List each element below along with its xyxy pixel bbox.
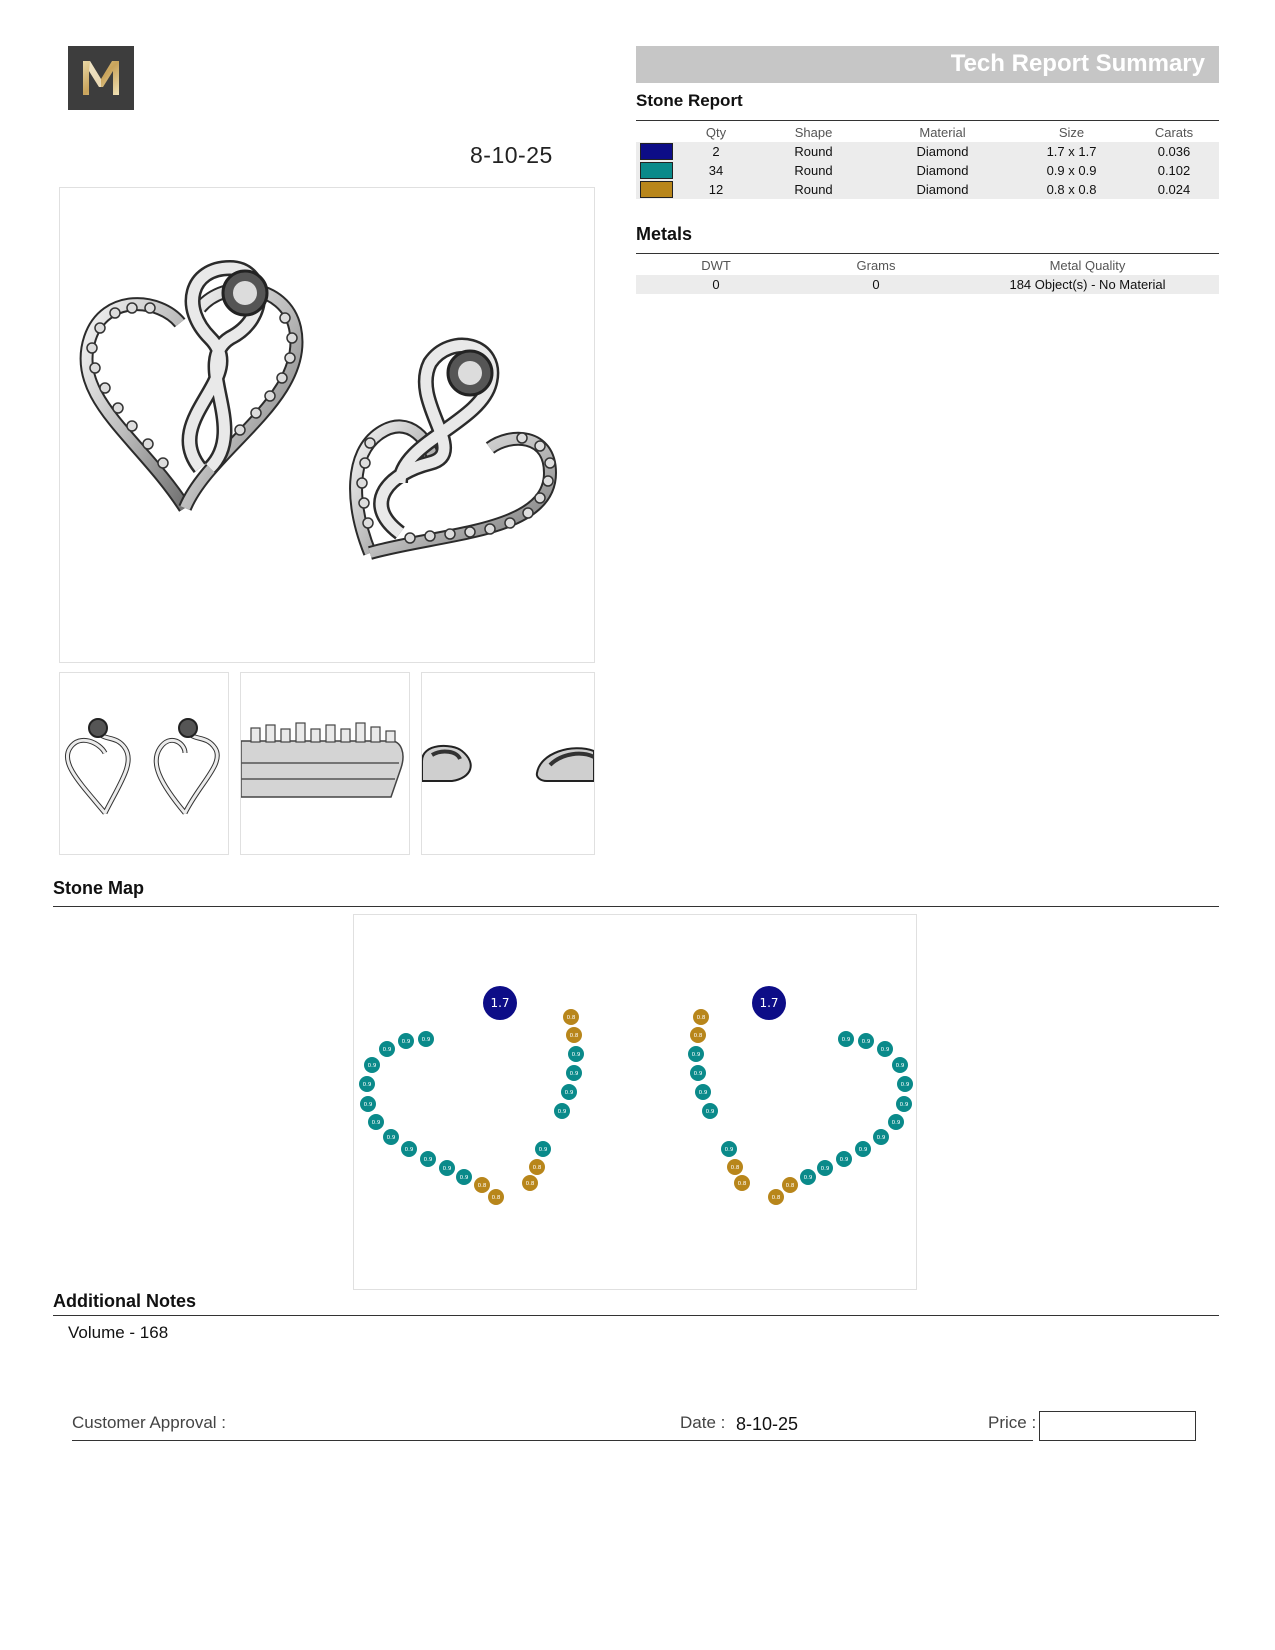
side-stone-label: 0.9 xyxy=(538,1147,548,1153)
side-stone xyxy=(695,1084,711,1100)
side-stone xyxy=(418,1031,434,1047)
stone-report-heading: Stone Report xyxy=(636,91,743,110)
thumbnail-front-view xyxy=(59,672,229,855)
stone-map-heading: Stone Map xyxy=(53,878,145,898)
qty-cell: 34 xyxy=(676,161,756,180)
side-stone-label: 0.9 xyxy=(421,1037,431,1043)
side-stone xyxy=(364,1057,380,1073)
side-stone xyxy=(401,1141,417,1157)
qty-cell: 2 xyxy=(676,142,756,161)
side-stone xyxy=(858,1033,874,1049)
accent-stone xyxy=(566,1027,582,1043)
color-swatch-cell xyxy=(636,142,676,161)
center-stone-label: 1.7 xyxy=(490,996,510,1010)
color-swatch xyxy=(640,143,673,160)
table-row xyxy=(636,180,1219,199)
side-stone-label: 0.9 xyxy=(363,1102,373,1108)
side-stone xyxy=(554,1103,570,1119)
side-stone-label: 0.9 xyxy=(569,1071,579,1077)
side-stone-label: 0.9 xyxy=(839,1157,849,1163)
accent-stone xyxy=(693,1009,709,1025)
top-view-render-icon xyxy=(422,673,594,854)
carats-cell: 0.036 xyxy=(1129,142,1219,161)
additional-notes-divider xyxy=(53,1315,1219,1316)
accent-stone xyxy=(488,1189,504,1205)
table-row xyxy=(636,161,1219,180)
side-stone-label: 0.9 xyxy=(899,1102,909,1108)
front-view-render-icon xyxy=(60,673,228,854)
report-title: Tech Report Summary xyxy=(950,50,1205,77)
table-row xyxy=(636,142,1219,161)
stone-map-diagram xyxy=(353,914,917,1290)
side-view-render-icon xyxy=(241,673,409,854)
shape-cell: Round xyxy=(756,142,871,161)
swatch-column-header xyxy=(636,123,676,142)
side-stone-label: 0.9 xyxy=(693,1071,703,1077)
grams-cell: 0 xyxy=(796,275,956,294)
accent-stone xyxy=(563,1009,579,1025)
side-stone xyxy=(368,1114,384,1130)
side-stone-label: 0.9 xyxy=(459,1175,469,1181)
shape-column-header: Shape xyxy=(794,125,833,140)
side-stone-label: 0.9 xyxy=(404,1147,414,1153)
side-stone-label: 0.9 xyxy=(564,1090,574,1096)
size-cell: 0.8 x 0.8 xyxy=(1014,180,1129,199)
thumbnail-top-view xyxy=(421,672,595,855)
heart-earrings-render-icon xyxy=(60,188,594,662)
accent-stone xyxy=(734,1175,750,1191)
color-swatch xyxy=(640,181,673,198)
material-cell: Diamond xyxy=(871,142,1014,161)
accent-stone-label: 0.8 xyxy=(696,1015,706,1021)
side-stone-label: 0.9 xyxy=(367,1063,377,1069)
side-stone-label: 0.9 xyxy=(557,1109,567,1115)
side-stone xyxy=(420,1151,436,1167)
side-stone xyxy=(456,1169,472,1185)
side-stone-label: 0.9 xyxy=(705,1109,715,1115)
approval-signature-line xyxy=(72,1440,1033,1441)
carats-cell: 0.102 xyxy=(1129,161,1219,180)
side-stone xyxy=(360,1096,376,1112)
approval-date-label: Date : xyxy=(680,1413,726,1432)
size-cell: 1.7 x 1.7 xyxy=(1014,142,1129,161)
stone-map-svg xyxy=(354,915,916,1289)
material-cell: Diamond xyxy=(871,180,1014,199)
accent-stone-label: 0.8 xyxy=(532,1165,542,1171)
material-column-header: Material xyxy=(919,125,966,140)
size-column-header: Size xyxy=(1058,125,1085,140)
accent-stone-label: 0.8 xyxy=(771,1195,781,1201)
accent-stone-label: 0.8 xyxy=(569,1033,579,1039)
stone-report-divider xyxy=(636,120,1219,121)
stone-map-divider xyxy=(53,906,1219,907)
table-row xyxy=(636,275,1219,294)
report-title-bar xyxy=(636,46,1219,83)
metals-divider xyxy=(636,253,1219,254)
side-stone-label: 0.9 xyxy=(880,1047,890,1053)
side-stone-label: 0.9 xyxy=(876,1135,886,1141)
accent-stone-label: 0.8 xyxy=(525,1181,535,1187)
metals-table xyxy=(636,256,1219,294)
side-stone xyxy=(877,1041,893,1057)
side-stone xyxy=(836,1151,852,1167)
accent-stone-label: 0.8 xyxy=(566,1015,576,1021)
side-stone-label: 0.9 xyxy=(362,1082,372,1088)
accent-stone xyxy=(474,1177,490,1193)
side-stone xyxy=(690,1065,706,1081)
side-stone-label: 0.9 xyxy=(724,1147,734,1153)
side-stone xyxy=(688,1046,704,1062)
side-stone-label: 0.9 xyxy=(386,1135,396,1141)
side-stone xyxy=(817,1160,833,1176)
price-input[interactable] xyxy=(1039,1411,1196,1441)
side-stone-label: 0.9 xyxy=(571,1052,581,1058)
side-stone-label: 0.9 xyxy=(803,1175,813,1181)
side-stone-label: 0.9 xyxy=(698,1090,708,1096)
side-stone-label: 0.9 xyxy=(891,1120,901,1126)
side-stone xyxy=(383,1129,399,1145)
side-stone xyxy=(561,1084,577,1100)
accent-stone xyxy=(768,1189,784,1205)
qty-column-header: Qty xyxy=(705,125,727,140)
side-stone xyxy=(398,1033,414,1049)
accent-stone xyxy=(690,1027,706,1043)
side-stone-label: 0.9 xyxy=(861,1039,871,1045)
metals-header-row xyxy=(636,256,1219,275)
stone-report-header-row xyxy=(636,123,1219,142)
accent-stone xyxy=(529,1159,545,1175)
color-swatch-cell xyxy=(636,180,676,199)
accent-stone xyxy=(522,1175,538,1191)
side-stone-label: 0.9 xyxy=(371,1120,381,1126)
accent-stone-label: 0.8 xyxy=(730,1165,740,1171)
additional-notes-heading: Additional Notes xyxy=(53,1291,196,1311)
accent-stone-label: 0.8 xyxy=(785,1183,795,1189)
side-stone xyxy=(873,1129,889,1145)
metal-quality-column-header: Metal Quality xyxy=(1049,258,1126,273)
customer-approval-label: Customer Approval : xyxy=(72,1413,227,1432)
dwt-cell: 0 xyxy=(636,275,796,294)
side-stone-label: 0.9 xyxy=(895,1063,905,1069)
side-stone-label: 0.9 xyxy=(423,1157,433,1163)
side-stone xyxy=(535,1141,551,1157)
shape-cell: Round xyxy=(756,180,871,199)
side-stone xyxy=(888,1114,904,1130)
side-stone xyxy=(721,1141,737,1157)
side-stone-label: 0.9 xyxy=(442,1166,452,1172)
color-swatch xyxy=(640,162,673,179)
size-cell: 0.9 x 0.9 xyxy=(1014,161,1129,180)
side-stone xyxy=(566,1065,582,1081)
dwt-column-header: DWT xyxy=(701,258,731,273)
side-stone xyxy=(896,1096,912,1112)
side-stone-label: 0.9 xyxy=(858,1147,868,1153)
side-stone xyxy=(568,1046,584,1062)
center-stone xyxy=(752,986,786,1020)
accent-stone xyxy=(727,1159,743,1175)
accent-stone-label: 0.8 xyxy=(737,1181,747,1187)
side-stone xyxy=(379,1041,395,1057)
metals-heading: Metals xyxy=(636,224,693,244)
price-label: Price : xyxy=(988,1413,1037,1432)
thumbnail-side-view xyxy=(240,672,410,855)
accent-stone-label: 0.8 xyxy=(693,1033,703,1039)
stone-report-table xyxy=(636,123,1219,199)
side-stone-label: 0.9 xyxy=(401,1039,411,1045)
side-stone xyxy=(897,1076,913,1092)
accent-stone xyxy=(782,1177,798,1193)
side-stone-label: 0.9 xyxy=(841,1037,851,1043)
side-stone xyxy=(892,1057,908,1073)
color-swatch-cell xyxy=(636,161,676,180)
side-stone-label: 0.9 xyxy=(382,1047,392,1053)
qty-cell: 12 xyxy=(676,180,756,199)
grams-column-header: Grams xyxy=(856,258,896,273)
metal-quality-cell: 184 Object(s) - No Material xyxy=(956,275,1219,294)
center-stone-label: 1.7 xyxy=(759,996,779,1010)
m-logo-icon xyxy=(68,46,134,110)
company-logo xyxy=(68,46,134,110)
side-stone xyxy=(800,1169,816,1185)
side-stone xyxy=(702,1103,718,1119)
center-stone xyxy=(483,986,517,1020)
job-date: 8-10-25 xyxy=(470,142,553,168)
carats-cell: 0.024 xyxy=(1129,180,1219,199)
approval-date-value: 8-10-25 xyxy=(736,1414,799,1434)
material-cell: Diamond xyxy=(871,161,1014,180)
side-stone xyxy=(359,1076,375,1092)
side-stone xyxy=(838,1031,854,1047)
side-stone xyxy=(855,1141,871,1157)
shape-cell: Round xyxy=(756,161,871,180)
side-stone-label: 0.9 xyxy=(820,1166,830,1172)
side-stone-label: 0.9 xyxy=(691,1052,701,1058)
accent-stone-label: 0.8 xyxy=(477,1183,487,1189)
accent-stone-label: 0.8 xyxy=(491,1195,501,1201)
notes-text: Volume - 168 xyxy=(68,1323,169,1342)
side-stone xyxy=(439,1160,455,1176)
carats-column-header: Carats xyxy=(1154,125,1194,140)
side-stone-label: 0.9 xyxy=(900,1082,910,1088)
main-render-image xyxy=(59,187,595,663)
